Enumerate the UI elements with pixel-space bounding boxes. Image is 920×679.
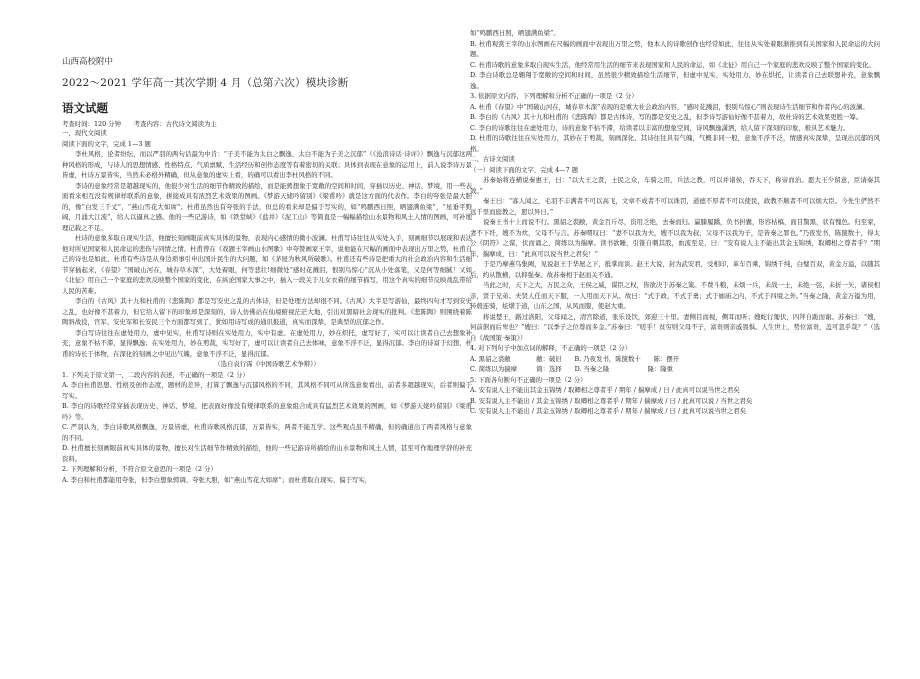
paragraph: C. 李白的诗歌往往在虚处用力，诗的意象不枯不滞，给读者以丰富的想象空间，诗风飘逸潇洒，给人留下深刻的印象，极具艺术魅力。 [470,123,850,132]
paragraph: A. 杜甫《春望》中“国破山河在，城春草木深”表现的是重大社会政治内容，“感时花溅泪，恨别鸟惊心”则表现诗生活细节和作者内心的波澜。 [470,102,869,111]
paragraph: B. 杜甫观赏王宰的山水图画在尺幅的画面中表现出万里之势，他本人的诗歌创作也经常如此，往往从实处着眼渐推到有关国家和人民命运的大问题。 [470,39,880,58]
paragraph: B. 李白的《古风》其十九和杜甫的《悲陈陶》都是古体诗，写的都是安史之乱，但李诗写游仙好像不甚着力，故杜诗的艺术效果更胜一筹。 [470,113,863,121]
paragraph: 阅读下面的文字，完成 1—3 题 [62,139,151,148]
paragraph: 说秦王书十上而说不行。黑貂之裘敝，黄金百斤尽，资用乏绝，去秦而归。赢縢履蹻，负书担囊，形容枯槁，面目黧黑，状有愧色。归至家，妻不下纴，嫂不为炊，父母不与言。苏秦喟叹曰：“妻不以我为夫，嫂不以我为叔，父母不以我为子，是皆秦之罪也。”乃夜发书，陈箧数十，得太公《阴符》之谋，伏而诵之，简练以为揣摩。读书欲睡，引锥自刺其股，血流至足，曰：“安有说人主不能出其金玉锦绣，取卿相之尊者乎？”期年，揣摩成，曰：“此真可以说当世之君矣！” [470,218,880,258]
paragraph: 苏秦始将连横说秦惠王，曰：“以大王之贤，士民之众，车骑之用，兵法之教，可以并诸侯，吞天下，称帝而治。愿大王少留意，臣请奏其效。” [470,176,880,195]
school-name: 山西高校附中 [62,57,114,67]
paragraph: 李白的《古风》其十九和杜甫的《悲陈陶》都是写安史之乱的古体诗，但是处理方法却很不同。《古风》大半是写游仙，最终四句才写到安史之乱，也好像不甚着力，但它给人留下的印象却是深刻的，诗人仿佛站在仙境俯视茫茫大地，引出对黑暗社会现实的批判。《悲陈陶》则围绕着陈陶斜战役，官军、安史军和长安民三个方面都写到了，犹如用诗写成的通讯报道，真实而深挚，是典型的沉郁之作。 [62,297,472,326]
paragraph: 当此之时，天下之大，万民之众，王侯之威，谋臣之权，皆欲决于苏秦之策。不费斗粮，未烦一兵，未战一士，未绝一弦，未折一矢，诸侯相亲，贤于兄弟。夫贤人任而天下服，一人用而天下从。故曰：“式于政，不式于勇；式于廊庙之内，不式于四境之外。”当秦之隆，黄金万镒为用，转毂连骑，炫熿于道，山东之国，从风而服，使赵大重。 [470,281,880,310]
paragraph: 杜诗的意象多取自现实生活，他擅长刻画眼前真实具体的景物，表现内心感情的微小波澜。杜甫写诗往往从实处入手，刻画细节以展现和表达他对所见国家和人民命运的悲伤与同情之情。杜甫曾在《戏题王宰画山水图歌》中夸赞画家王宰，说他能在尺幅的画面中表现出万里之势，杜甫自己的诗也是如此，杜甫有些诗是从身边琐事引申出国计民生的大问题，如《茅屋为秋风所破歌》。杜甫还有些诗是把重大的社会政治内容和生活细节穿插起来，《春望》“国破山河在，城春草木深”，大处着眼，何等悲壮!细微处“感时花溅泪，恨别鸟惊心”沉从小处落笔，又是何等细腻！又如《北征》用自己一个家庭的悲欢反映整个国家的变化，在纵论国家大事之中，插入一段关于儿女衣着的细节描写，用这个真实的细节反映战乱带给人民的苦难。 [62,234,472,295]
left-body [62,128,472,485]
paragraph: 5. 下面各句断句不正确的一项是（2 分） [470,375,587,384]
paragraph: 4. 对下列句子中加点词的解释，不正确的一项是（2 分） [470,344,632,352]
paragraph: A. 黑貂之裘敝 敝：破旧 B. 乃夜发书，陈箧数十 陈：摆开 [470,354,680,363]
paragraph: B. 安有说人主不能出 / 其金玉锦绣 / 取卿相之尊者乎 / 期年 / 揣摩成 / 曰 / 此真可以说 / 当世之君矣 [470,396,753,405]
left-column [62,28,472,679]
exam-meta: 考查时间：120 分钟 考查内容：古代诗文阅读为主 [62,120,217,128]
paragraph: A. 安有说人主不能出其金玉锦绣 / 取卿相之尊者乎 / 期年 / 揣摩成 / 曰 / 此真可以说当世之君矣 [470,386,740,394]
paragraph: （一）阅读下面的文字，完成 4—7 题 [470,165,579,174]
paragraph: 2. 下列理解和分析，不符合原文意思的一项是（2 分） [62,465,217,473]
paragraph: D. 杜甫擅长刻画眼前真实具体的景物，擅长对生活细节作精致的描绘，他的一些记游诗所描绘的山水景物和风土人情，甚至可作地理学辞的补充资料。 [62,444,472,463]
paragraph: C. 安有说人主不能出 / 其金玉锦绣 / 取卿相之尊者乎 / 期年 / 揣摩成 / 曰 / 此真可以说当世之君矣 [470,407,747,415]
paragraph: 于是乃摩燕乌集阙，见说赵王于华屋之下，抵掌而谈。赵王大说，封为武安君，受相印，革车百乘，锦绣千纯，白璧百双，黄金万溢，以随其后，约从散横，以抑强秦。故苏秦相于赵而关不通。 [470,260,880,279]
paragraph: 李杜风格，论者纷纭，而以严羽的两句话最为中肯：“子美不能为太白之飘逸，太白不能为子美之沉郁”（《沧浪诗话·诗评》）飘逸与沉郁这两种风格的形成，与诗人的思想情感、性格特点、气质禀赋、生活经历和创作态度等有着密切的关联；具体到表现在意象的运用上，前人说李诗万景皆虚，杜诗万景皆实，当然未必格外精确，但从意象的虚实上看，的确可以看出李杜风格的不同。 [62,150,472,179]
paragraph: 秦王曰：“寡人闻之，毛羽不丰满者不可以高飞，文章不成者不可以诛罚，道德不厚者不可以使民，政教不顺者不可以烦大臣。今先生俨然不远千里而庭教之，愿以异日。” [470,197,880,216]
exam-title: 2022～2021 学年高一其次学期 4 月（总第六次）模块诊断 [62,77,349,89]
paragraph: A. 李白杜甫思想、性格及创作态度，题材的差异，打算了飘逸与沉郁风格的不同，其风格不同可从所选意象看出，前者多超越现实，后者则偏于写实。 [62,381,472,400]
paragraph: C. 简练以为揣摩 简：选择 D. 当秦之隆 隆：隆重 [470,365,674,373]
paragraph: D. 杜甫的诗歌往往在实处用力，其妙在于剪裁，刻画深化，其诗往往具有气魄，气概非同一般，意象不浮不泛，情感真实深挚，呈现出沉郁的风格。 [470,134,880,153]
paragraph: 二、古诗文阅读 [470,155,515,163]
paragraph: 3. 依据原文内容，下列理解和分析不正确的一项是（2 分） [470,92,638,100]
paragraph: 如“鸣鹏西日照，晒翅满鱼梁”。 [470,29,560,37]
paragraph: 1. 下列关于原文第一、二段内容的表述，不正确的一项是（2 分） [62,370,249,379]
subject-title: 语文试题 [62,101,108,115]
right-body [470,28,880,417]
paragraph: D. 李白诗歌总是翱翔于宽敞的空间和时间，虽然很少精致描绘生活细节，但虚中见实，实处用力，妙在烘托，让读者自己去联想补充，意象飘逸。 [470,71,880,90]
paragraph: （选自袁行霈《中国诗歌艺术争辩》） [214,360,320,368]
paragraph: 李诗的意象经常是超越现实的，他很少对生活的细节作精致的描绘，而是能骋想象于宽敞的空间和时间，穿插以历史、神话、梦境，用一些表面看来相互没有规律样联系的意象，拼接成具有浓烈艺术效果的图画。《梦游天姥吟留别》《梁甫吟》就是这方面的代表作。李白的夸张是最大胆的，像“白发三千丈”，“燕山雪花大如席”；杜甫虽然也有夸张的手法，但总的看来却是偏于写实的，如“鸣鹏西日照，晒翅满鱼梁”，“星垂平野阔，月涌大江流”，给人以逼真之感。他的一些记游诗，如《铁堂峡》《盐井》《泥工山》等简直是一幅幅描绘山水景物和风土人情的图画，可补地理记载之不足。 [62,181,472,232]
right-column [470,28,880,679]
paragraph: B. 李白的诗歌经常穿插表现历史、神话、梦境，把表面好像没有规律联系的意象组合成具有猛烈艺术效果的图画，如《梦游天姥吟留别》《梁甫吟》等。 [62,402,472,421]
paragraph: C. 杜甫诗歌的意象多取自现实生活，他经常用生活的细节来表现国家和人民的命运，如《北征》用自己一个家庭的悲欢反映了整个国家的变化。 [470,60,875,69]
paragraph: A. 李白和杜甫都能用夸张，但李白想象骋调、夸张大胆，如“燕山雪花大如席”；而杜甫取自现实、偏于写实， [62,475,372,484]
paragraph: 一、现代文阅读 [62,129,107,137]
paragraph: 将说楚王，路过洛阳，父母闻之，清宫除道，张乐设饮，郊迎三十里。妻侧目而视，侧耳而听；嫂蛇行匍伏，四拜自跪而谢。苏秦曰：“嫂，何前倨而后卑也？”嫂曰：“以季子之位尊而多金。”苏秦曰：“嗟乎！贫穷则父母不子，富贵则亲戚畏惧。人生世上，势位富贵，盖可忽乎哉？”（选自《战国策·秦策》） [470,312,880,342]
paragraph: C. 严羽认为，李白诗歌风格飘逸，万景皆虚，杜甫诗歌风格沉郁，万景皆实，两者不能互学。这些观点虽不精确，但的确道出了两者风格与意象的不同。 [62,423,472,442]
paragraph: 李白写诗往往在虚处用力，虚中见实，杜甫写诗则在实处用力，实中有虚。在虚处用力，妙在炽托，虚写好了，实可以让读者自己去想象补充，意象不枯不滞，显得飘逸；在实处用力，妙在剪裁，实写好了，虚可以让读者自己去体味，意象不浮不泛，显得沉郁。李白的诗富于幻想，杜甫的诗长于体物，在深化的刻画之中见出气魄，意象不浮不泛，显得沉郁。 [62,328,472,358]
